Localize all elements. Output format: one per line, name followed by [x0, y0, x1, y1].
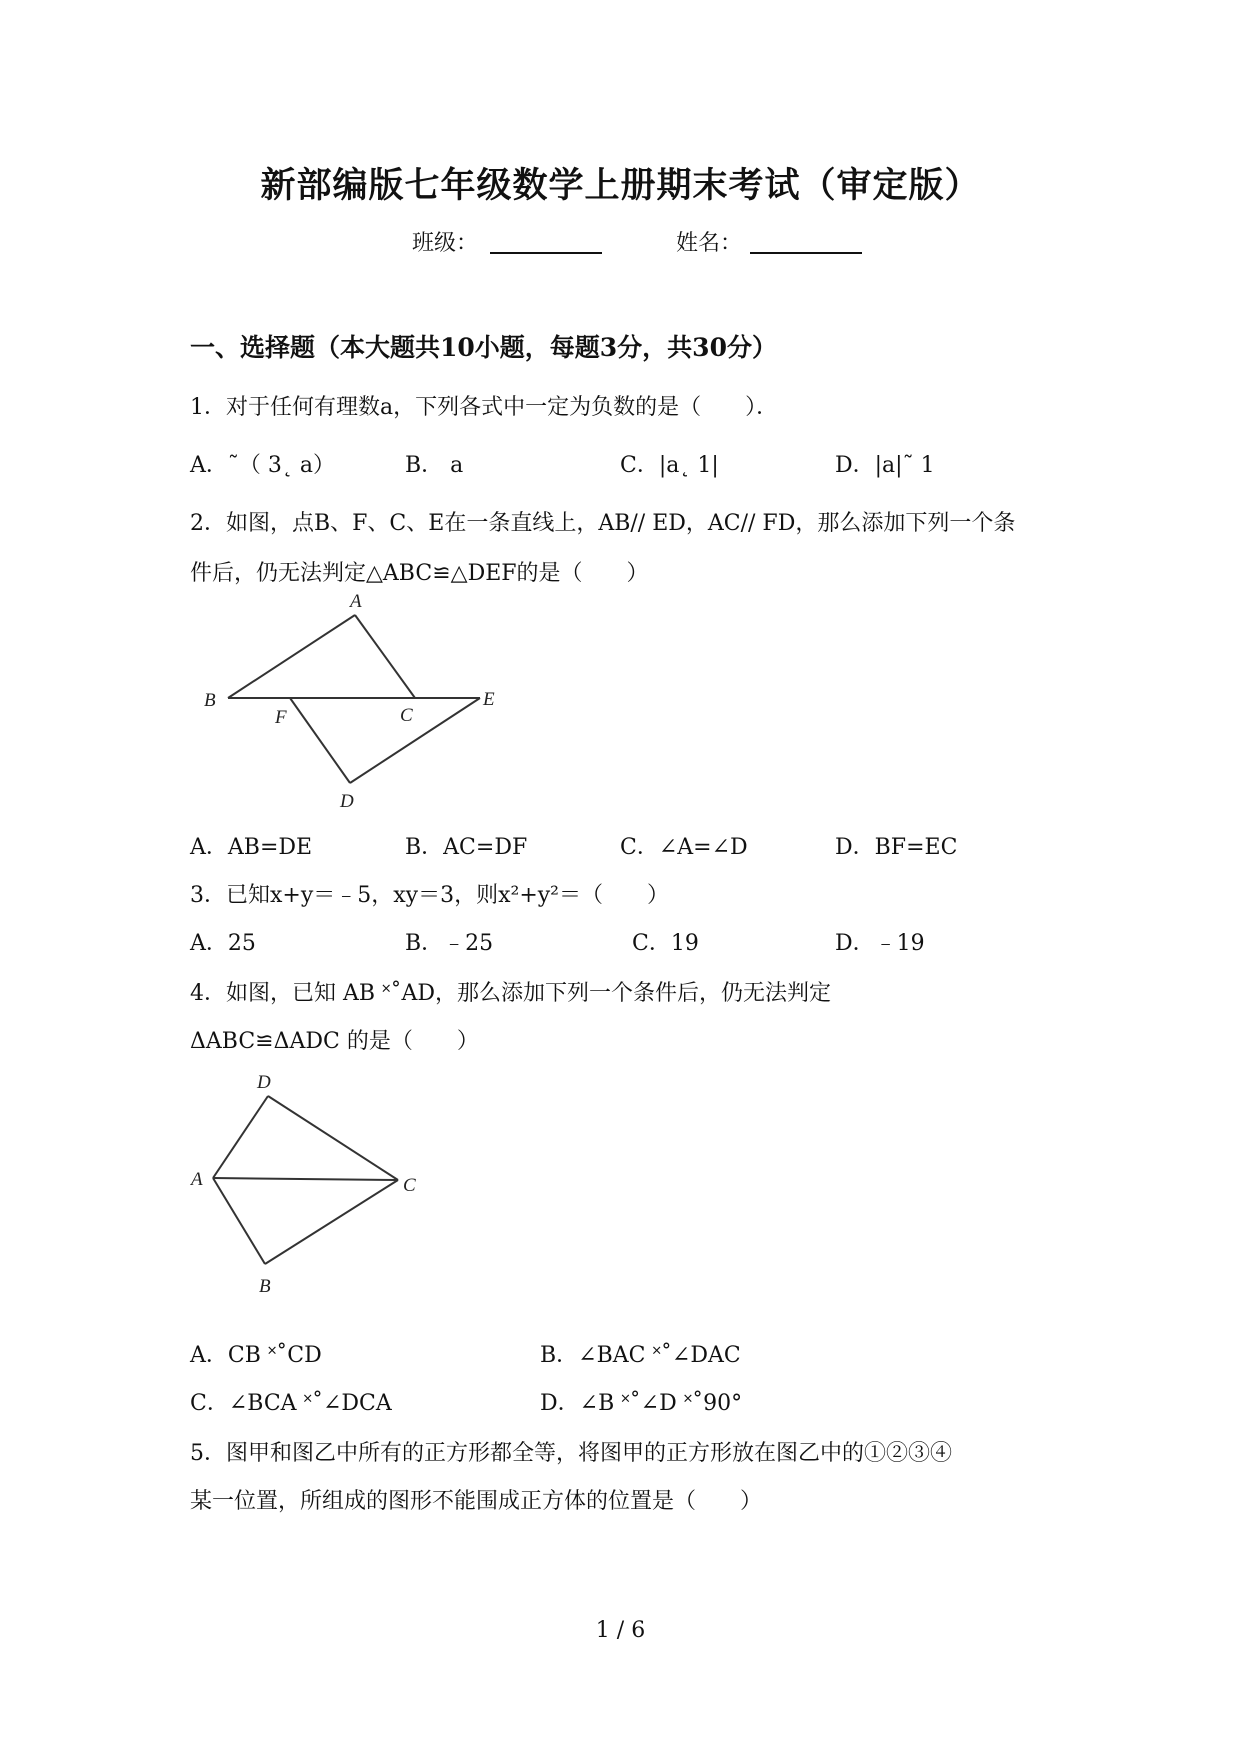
q2-option-a: A．AB=DE [190, 835, 313, 860]
segment-dc [268, 1096, 398, 1180]
question-2-stem-line2: 件后，仍无法判定△ABC≌△DEF的是（ ） [190, 561, 649, 586]
segment-ac [213, 1178, 398, 1180]
q1-option-c: C．|a˛ 1| [620, 453, 719, 478]
segment-bc [265, 1180, 398, 1264]
question-4-stem-line1: 4．如图，已知 AB ˟˚AD，那么添加下列一个条件后，仍无法判定 [190, 981, 831, 1006]
q2-option-b: B．AC=DF [405, 835, 528, 860]
q4-kite-figure [185, 1068, 445, 1308]
question-4-stem-line2: ΔABC≌ΔADC 的是（ ） [190, 1029, 479, 1054]
name-blank-field[interactable] [750, 228, 862, 254]
segment-ad [213, 1096, 268, 1178]
page-number: 1 / 6 [595, 1618, 646, 1643]
q4-option-d: D．∠B ˟˚∠D ˟˚90° [540, 1391, 743, 1416]
question-5-stem-line1: 5．图甲和图乙中所有的正方形都全等，将图甲的正方形放在图乙中的①②③④ [190, 1441, 952, 1466]
class-blank-field[interactable] [490, 228, 602, 254]
segment-ab [228, 615, 355, 698]
q1-option-b: B． a [405, 453, 464, 478]
segment-de [350, 698, 480, 783]
class-label: 班级： [412, 231, 479, 256]
q2-triangle-figure [190, 585, 530, 815]
q1-option-a: A．˜（ 3˛ a） [190, 453, 335, 478]
q4-option-c: C．∠BCA ˟˚∠DCA [190, 1391, 392, 1416]
fig-label-f: F [275, 707, 287, 728]
q3-option-d: D．﹣19 [835, 931, 925, 956]
q4-option-b: B．∠BAC ˟˚∠DAC [540, 1343, 741, 1368]
segment-ac [355, 615, 415, 698]
q3-option-a: A．25 [190, 931, 256, 956]
name-label: 姓名： [676, 231, 743, 256]
fig-label-d: D [257, 1072, 271, 1093]
section-heading: 一、选择题（本大题共10小题，每题3分，共30分） [190, 333, 777, 362]
q2-option-c: C．∠A=∠D [620, 835, 748, 860]
segment-fd [290, 698, 350, 783]
fig-label-d: D [340, 791, 354, 812]
fig-label-c: C [400, 705, 413, 726]
question-5-stem-line2: 某一位置，所组成的图形不能围成正方体的位置是（ ） [190, 1489, 763, 1514]
q4-option-a: A．CB ˟˚CD [190, 1343, 322, 1368]
fig-label-a: A [191, 1169, 203, 1190]
q2-option-d: D．BF=EC [835, 835, 958, 860]
q1-option-d: D．|a|˜ 1 [835, 453, 935, 478]
q3-option-b: B．﹣25 [405, 931, 494, 956]
question-1-stem: 1．对于任何有理数a，下列各式中一定为负数的是（ ）． [190, 395, 779, 420]
fig-label-e: E [483, 689, 495, 710]
page-title: 新部编版七年级数学上册期末考试（审定版） [260, 165, 981, 206]
fig-label-c: C [403, 1175, 416, 1196]
question-2-stem-line1: 2．如图，点B、F、C、E在一条直线上，AB// ED，AC// FD，那么添加下列一个条 [190, 511, 1016, 536]
fig-label-b: B [204, 690, 216, 711]
question-3-stem: 3．已知x+y＝﹣5，xy＝3，则x²+y²＝（ ） [190, 883, 670, 908]
fig-label-a: A [350, 591, 362, 612]
segment-ab [213, 1178, 265, 1264]
fig-label-b: B [259, 1276, 271, 1297]
q3-option-c: C．19 [632, 931, 699, 956]
